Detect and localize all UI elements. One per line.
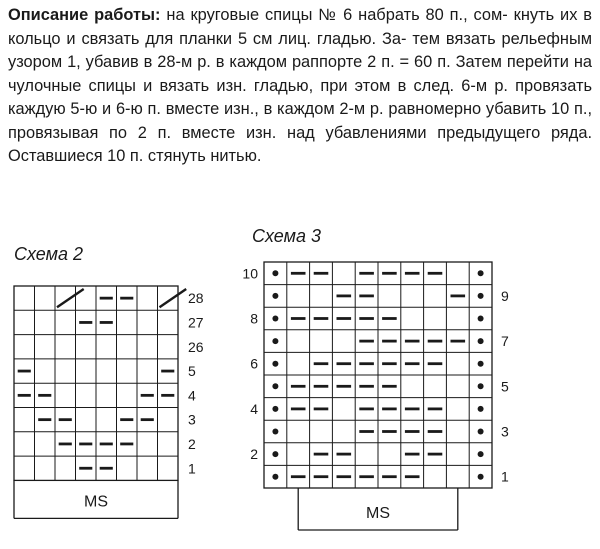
decrease-slash-symbol [57,289,84,307]
purl-dot-symbol [272,316,278,322]
schema2-row-number: 3 [188,411,196,428]
schema2-row-number: 4 [188,387,196,404]
description-line: провязывая по 2 п. вместе изн. над убавлениями предыдущего [8,123,541,142]
schema2-grid [14,286,204,518]
schema3-row-number: 3 [501,423,509,440]
schema3-row-number: 2 [250,446,258,463]
schema3-row-number: 5 [501,378,509,395]
description-line: кнуть их в кольцо и связать для планки 5 см лиц. гладью. За- [8,6,592,48]
description-line: ряда. Оставшиеся 10 п. стянуть нитью. [8,123,593,165]
purl-dot-symbol [272,361,278,367]
description-line: тем вязать рельефным узором 1, убавив в 28-м р. в каждом [8,29,593,71]
purl-dot-symbol [272,474,278,480]
purl-dot-symbol [272,338,278,344]
description-line: изн. гладью, при этом в след. 6-м р. провязать каждую 5-ю и [8,76,593,118]
description-heading: Описание работы: [8,6,161,24]
purl-dot-symbol [272,451,278,457]
schema3-row-number: 8 [250,310,258,327]
schema3-grid [242,262,509,530]
purl-dot-symbol [272,406,278,412]
purl-dot-symbol [272,383,278,389]
schema2-row-number: 27 [188,314,204,331]
schema2-row-number: 5 [188,363,196,380]
purl-dot-symbol [478,474,484,480]
schema2-title: Схема 2 [14,244,83,264]
schema3-row-number: 7 [501,333,509,350]
purl-dot-symbol [272,270,278,276]
purl-dot-symbol [478,429,484,435]
purl-dot-symbol [478,338,484,344]
purl-dot-symbol [478,383,484,389]
schema3-title: Схема 3 [252,226,321,246]
schema3-row-number: 1 [501,468,509,485]
schema3-row-number: 9 [501,287,509,304]
purl-dot-symbol [478,406,484,412]
purl-dot-symbol [272,293,278,299]
description-line: на круговые спицы № 6 набрать 80 п., сом- [160,6,508,24]
purl-dot-symbol [478,293,484,299]
schema2-ms-label: MS [84,493,108,511]
purl-dot-symbol [272,429,278,435]
schema3-row-number: 6 [250,355,258,372]
schema3-ms-label: MS [366,505,390,522]
schema2-row-number: 2 [188,435,196,452]
schema2-row-number: 26 [188,338,204,355]
purl-dot-symbol [478,270,484,276]
schema3-row-number: 4 [250,400,258,417]
decrease-slash-symbol [160,289,187,307]
purl-dot-symbol [478,316,484,322]
schema2-row-number: 1 [188,460,196,477]
schema3-row-number: 10 [242,265,258,282]
purl-dot-symbol [478,451,484,457]
schema2-row-number: 28 [188,290,204,307]
description-line: 6-ю п. вместе изн., в каждом 2-м р. равномерно убавить 10 п., [115,100,592,118]
description-line: раппорте 2 п. = 60 п. Затем перейти на чулочные спицы и вязать [8,53,593,95]
purl-dot-symbol [478,361,484,367]
